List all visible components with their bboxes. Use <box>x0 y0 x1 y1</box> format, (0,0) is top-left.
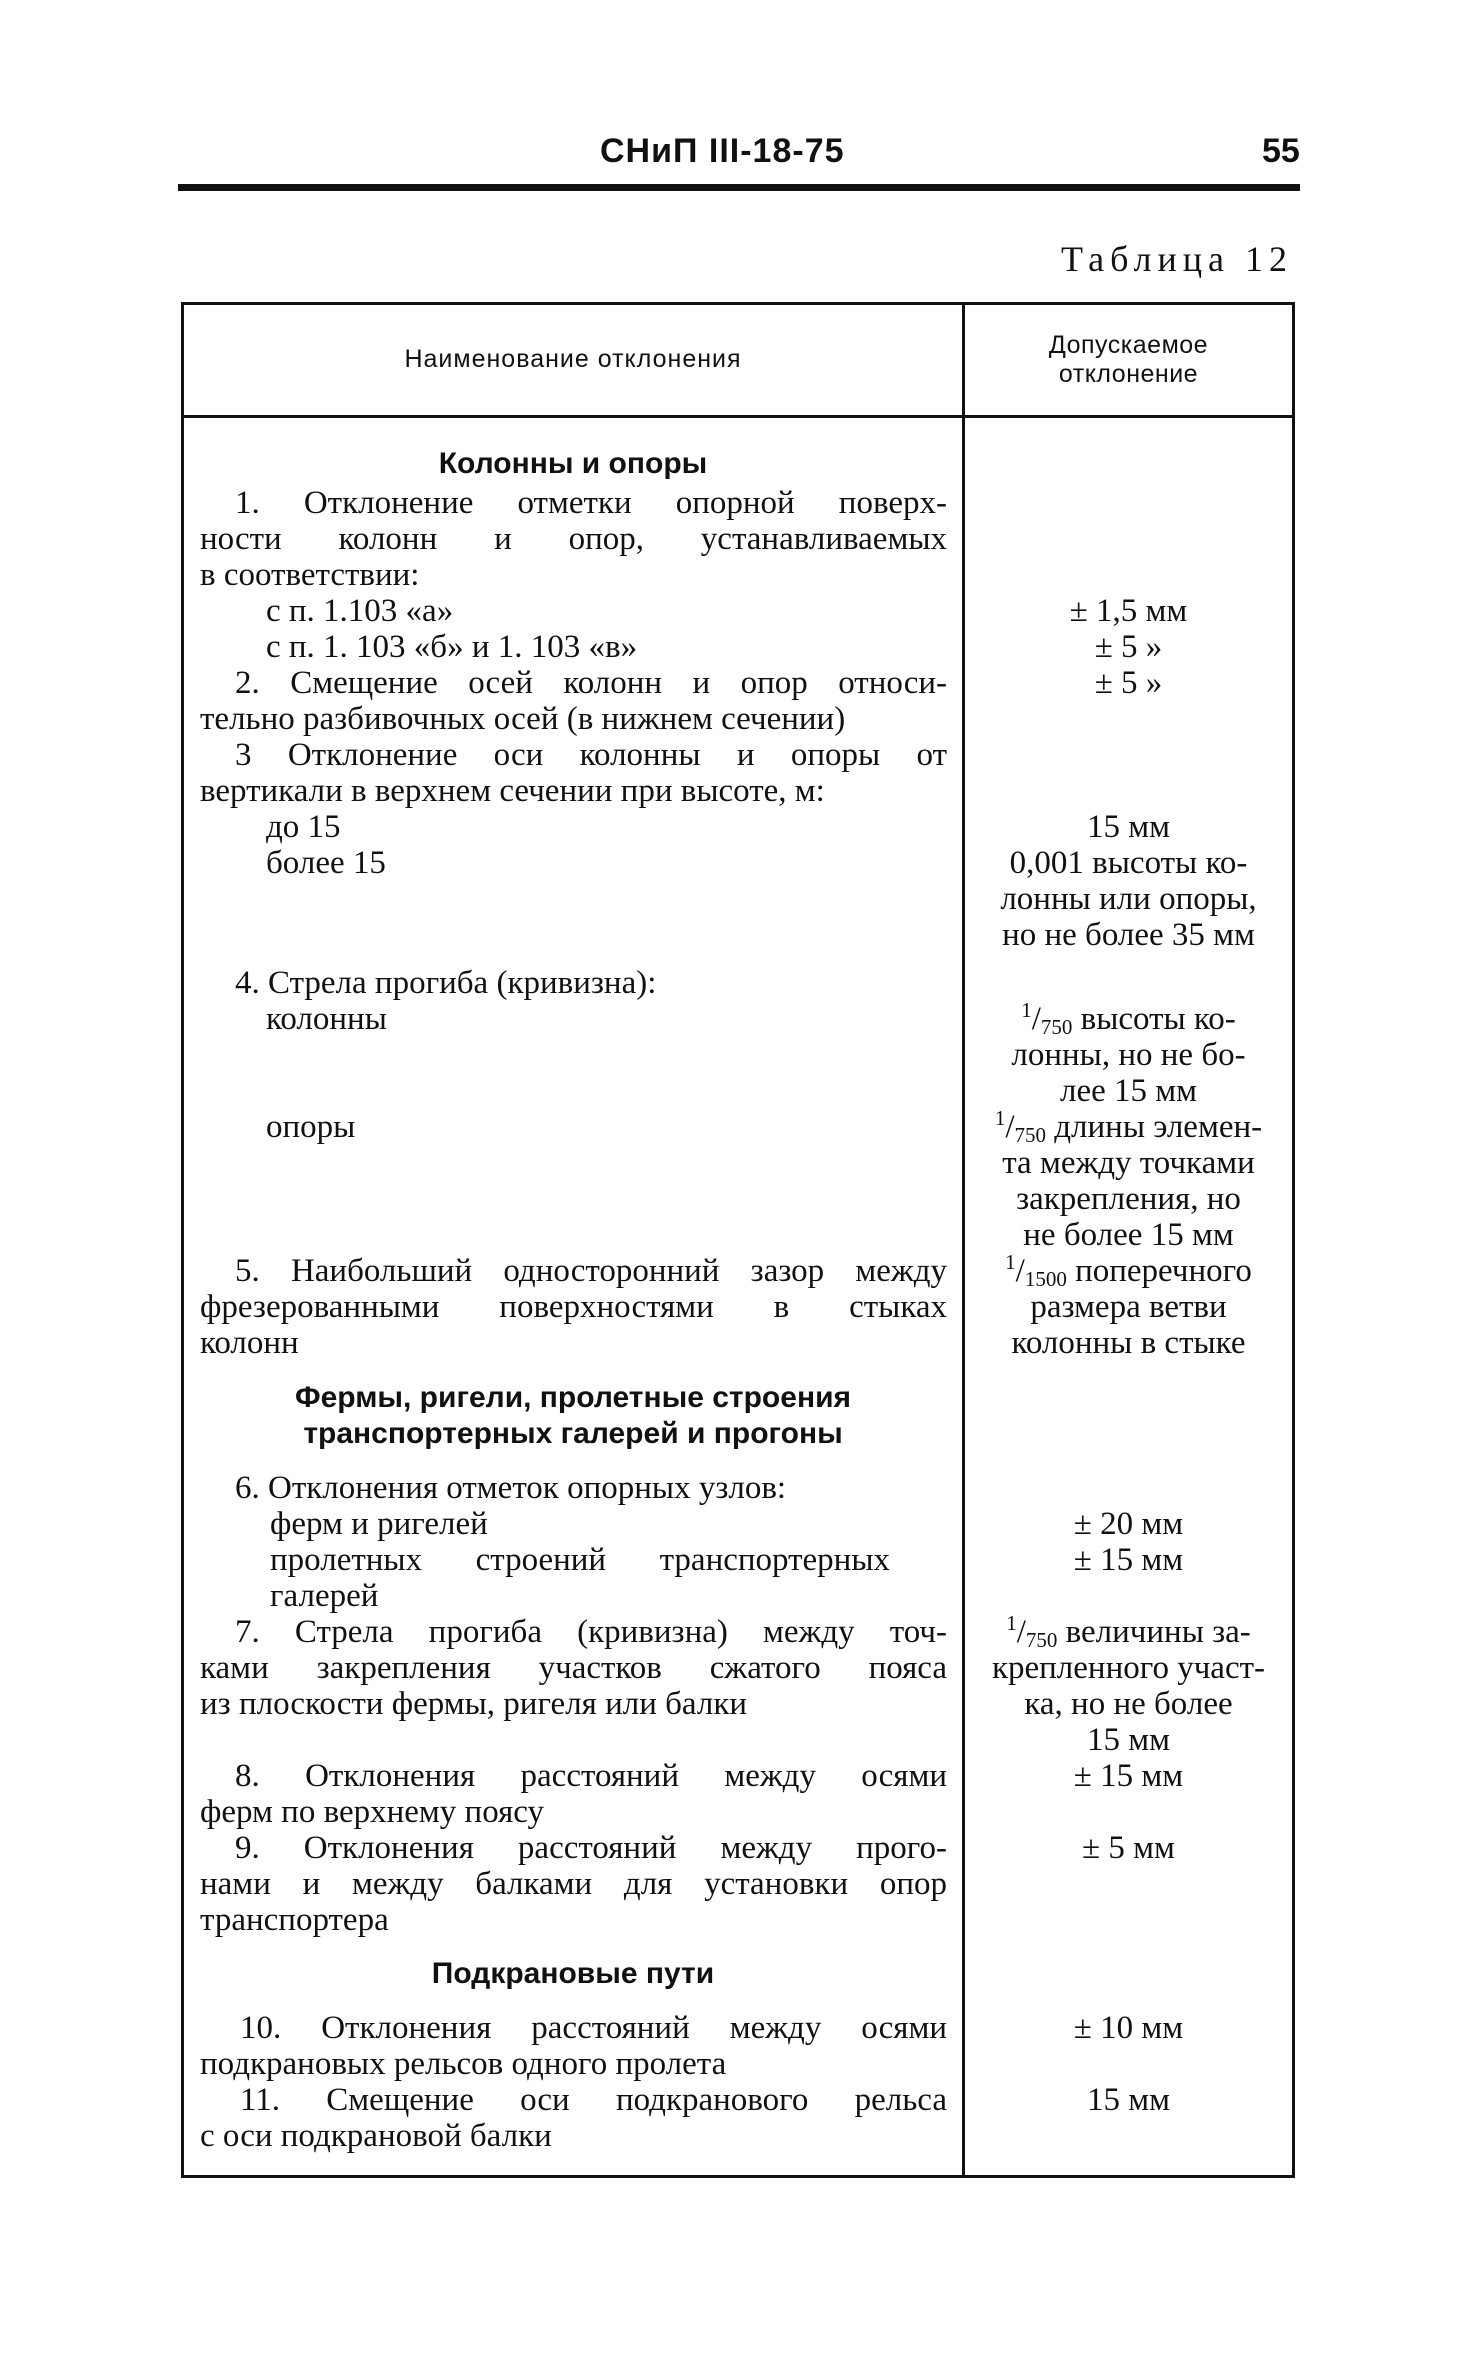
value-text: поперечного <box>1075 1253 1252 1289</box>
value-line-fraction: $^1/_{750}$ длины элемен- <box>994 1106 1263 1147</box>
row-text-line: 10. Отклонения расстояний между осями <box>240 2010 947 2046</box>
column-header-allowed-line1: Допускаемое <box>1048 330 1209 359</box>
row-text-line: колонн <box>200 1325 299 1361</box>
row-text-line: 3 Отклонение оси колонны и опоры от <box>235 737 947 773</box>
row-text-line: до 15 <box>266 809 341 845</box>
header-row-rule <box>184 415 1292 418</box>
value-line: ± 20 мм <box>1073 1506 1184 1542</box>
value-line: ка, но не более <box>1024 1686 1233 1722</box>
row-text-line: фрезерованными поверхностями в стыках <box>200 1289 947 1325</box>
fraction-denominator: 750 <box>1025 1628 1058 1652</box>
row-text-line: ности колонн и опор, устанавливаемых <box>200 521 947 557</box>
row-text-line: из плоскости фермы, ригеля или балки <box>200 1686 748 1722</box>
section-heading: Подкрановые пути <box>431 1957 715 1990</box>
column-header-allowed-line2: отклонение <box>1058 359 1199 388</box>
row-text-line: нами и между балками для установки опор <box>200 1866 947 1902</box>
value-line: колонны в стыке <box>1011 1325 1246 1361</box>
value-line-fraction: $^1/_{750}$ величины за- <box>1006 1611 1251 1652</box>
value-line: ± 15 мм <box>1073 1542 1184 1578</box>
row-text-line: 6. Отклонения отметок опорных узлов: <box>235 1470 787 1506</box>
section-heading: Колонны и опоры <box>438 447 708 480</box>
value-line: 15 мм <box>1086 809 1170 845</box>
value-text: длины элемен- <box>1054 1109 1263 1145</box>
value-text: величины за- <box>1065 1614 1251 1650</box>
fraction-numerator: 1 <box>994 1106 1006 1130</box>
value-line: не более 15 мм <box>1023 1217 1234 1253</box>
fraction-denominator: 1500 <box>1024 1267 1067 1291</box>
value-line: ± 1,5 мм <box>1069 593 1188 629</box>
row-text-line: с п. 1.103 «а» <box>266 593 454 629</box>
row-text-line: с оси подкрановой балки <box>200 2118 552 2154</box>
row-text-line: 9. Отклонения расстояний между прого- <box>235 1830 947 1866</box>
value-line-fraction: $^1/_{1500}$ поперечного <box>1005 1250 1252 1291</box>
value-line-fraction: $^1/_{750}$ высоты ко- <box>1021 998 1236 1039</box>
row-text-line: подкрановых рельсов одного пролета <box>200 2046 727 2082</box>
row-text-line: галерей <box>270 1578 379 1614</box>
fraction-numerator: 1 <box>1021 998 1032 1022</box>
value-line: та между точками <box>1002 1145 1255 1181</box>
value-line: 15 мм <box>1086 2082 1170 2118</box>
value-text: высоты ко- <box>1080 1001 1236 1037</box>
value-line: ± 15 мм <box>1073 1758 1184 1794</box>
value-line: размера ветви <box>1030 1289 1227 1325</box>
column-header-name: Наименование отклонения <box>404 345 742 373</box>
row-text-line: 8. Отклонения расстояний между осями <box>235 1758 947 1794</box>
row-text-line: тельно разбивочных осей (в нижнем сечении) <box>200 701 846 737</box>
value-line: 15 мм <box>1086 1722 1170 1758</box>
row-text-line: в соответствии: <box>200 557 420 593</box>
row-text-line: с п. 1. 103 «б» и 1. 103 «в» <box>266 629 638 665</box>
row-text-line: опоры <box>266 1109 356 1145</box>
header-rule <box>178 184 1300 191</box>
row-text-line: 4. Стрела прогиба (кривизна): <box>235 965 657 1001</box>
value-line: 0,001 высоты ко- <box>1009 845 1248 881</box>
document-code: СНиП III-18-75 <box>600 132 845 170</box>
column-header-allowed <box>965 304 1292 415</box>
row-text-line: ферм по верхнему поясу <box>200 1794 544 1830</box>
fraction-numerator: 1 <box>1005 1250 1016 1274</box>
value-line: закрепления, но <box>1016 1181 1241 1217</box>
value-line: крепленного участ- <box>991 1650 1266 1686</box>
row-text-line: вертикали в верхнем сечении при высоте, м: <box>200 773 825 809</box>
fraction-numerator: 1 <box>1006 1611 1017 1635</box>
value-line: ± 10 мм <box>1073 2010 1184 2046</box>
section-heading: транспортерных галерей и прогоны <box>303 1417 843 1450</box>
section-heading: Фермы, ригели, пролетные строения <box>294 1381 852 1414</box>
value-line: ± 5 мм <box>1082 1830 1175 1866</box>
row-text-line: 11. Смещение оси подкранового рельса <box>240 2082 947 2118</box>
row-text-line: 7. Стрела прогиба (кривизна) между точ- <box>235 1614 947 1650</box>
value-line: но не более 35 мм <box>1002 917 1255 953</box>
row-text-line: транспортера <box>200 1902 389 1938</box>
row-text-line: ками закрепления участков сжатого пояса <box>200 1650 947 1686</box>
row-text-line: пролетных строений транспортерных <box>270 1542 890 1578</box>
row-text-line: ферм и ригелей <box>270 1506 488 1542</box>
table-title: Таблица 12 <box>1061 239 1293 279</box>
value-line: ± 5 » <box>1094 665 1163 701</box>
row-text-line: 2. Смещение осей колонн и опор относи- <box>235 665 947 701</box>
value-line: ± 5 » <box>1094 629 1163 665</box>
value-line: лее 15 мм <box>1059 1073 1198 1109</box>
row-text-line: 5. Наибольший односторонний зазор между <box>235 1253 947 1289</box>
row-text-line: колонны <box>266 1001 387 1037</box>
value-line: лонны, но не бо- <box>1011 1037 1246 1073</box>
row-text-line: 1. Отклонение отметки опорной поверх- <box>235 485 947 521</box>
fraction-denominator: 750 <box>1040 1015 1073 1039</box>
row-text-line: более 15 <box>266 845 386 881</box>
fraction-denominator: 750 <box>1014 1123 1047 1147</box>
page-number: 55 <box>1262 132 1300 170</box>
value-line: лонны или опоры, <box>1000 881 1257 917</box>
